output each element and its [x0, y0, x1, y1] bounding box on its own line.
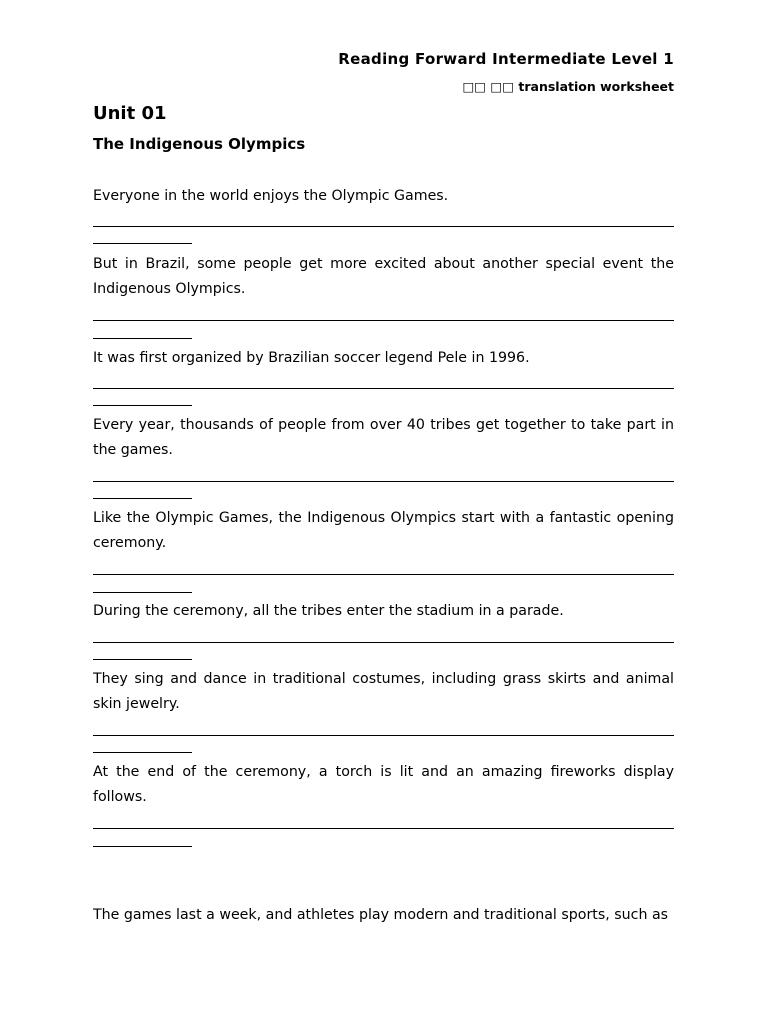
sentence-4: Every year, thousands of people from over 40 tribes get together to take part in the games.: [93, 417, 674, 458]
sentence-9: The games last a week, and athletes play modern and traditional sports, such as: [93, 907, 669, 923]
sentence-1: Everyone in the world enjoys the Olympic Games.: [93, 188, 449, 204]
answer-line-6-end[interactable]: [93, 659, 192, 660]
worksheet-subtitle: □□ □□ translation worksheet: [462, 79, 674, 94]
answer-line-5-end[interactable]: [93, 592, 192, 593]
sentence-2: But in Brazil, some people get more excited about another special event the Indigenous Olympics.: [93, 256, 674, 297]
answer-line-3-end[interactable]: [93, 405, 192, 406]
answer-line-2-end[interactable]: [93, 338, 192, 339]
sentence-3: It was first organized by Brazilian soccer legend Pele in 1996.: [93, 350, 530, 366]
answer-line-7[interactable]: [93, 735, 674, 736]
answer-line-8[interactable]: [93, 828, 674, 829]
answer-line-3[interactable]: [93, 388, 674, 389]
answer-line-4-end[interactable]: [93, 498, 192, 499]
answer-line-4[interactable]: [93, 481, 674, 482]
answer-line-8-end[interactable]: [93, 846, 192, 847]
sentence-8: At the end of the ceremony, a torch is lit and an amazing fireworks display follows.: [93, 764, 674, 805]
unit-label: Unit 01: [93, 103, 167, 124]
sentence-5: Like the Olympic Games, the Indigenous Olympics start with a fantastic opening ceremony.: [93, 510, 674, 551]
sentence-7: They sing and dance in traditional costumes, including grass skirts and animal skin jewelry.: [93, 671, 674, 712]
book-title: Reading Forward Intermediate Level 1: [338, 50, 674, 68]
unit-title: The Indigenous Olympics: [93, 135, 306, 153]
answer-line-6[interactable]: [93, 642, 674, 643]
answer-line-2[interactable]: [93, 320, 674, 321]
sentence-6: During the ceremony, all the tribes enter the stadium in a parade.: [93, 603, 564, 619]
answer-line-7-end[interactable]: [93, 752, 192, 753]
answer-line-5[interactable]: [93, 574, 674, 575]
answer-line-1[interactable]: [93, 226, 674, 227]
answer-line-1-end[interactable]: [93, 243, 192, 244]
